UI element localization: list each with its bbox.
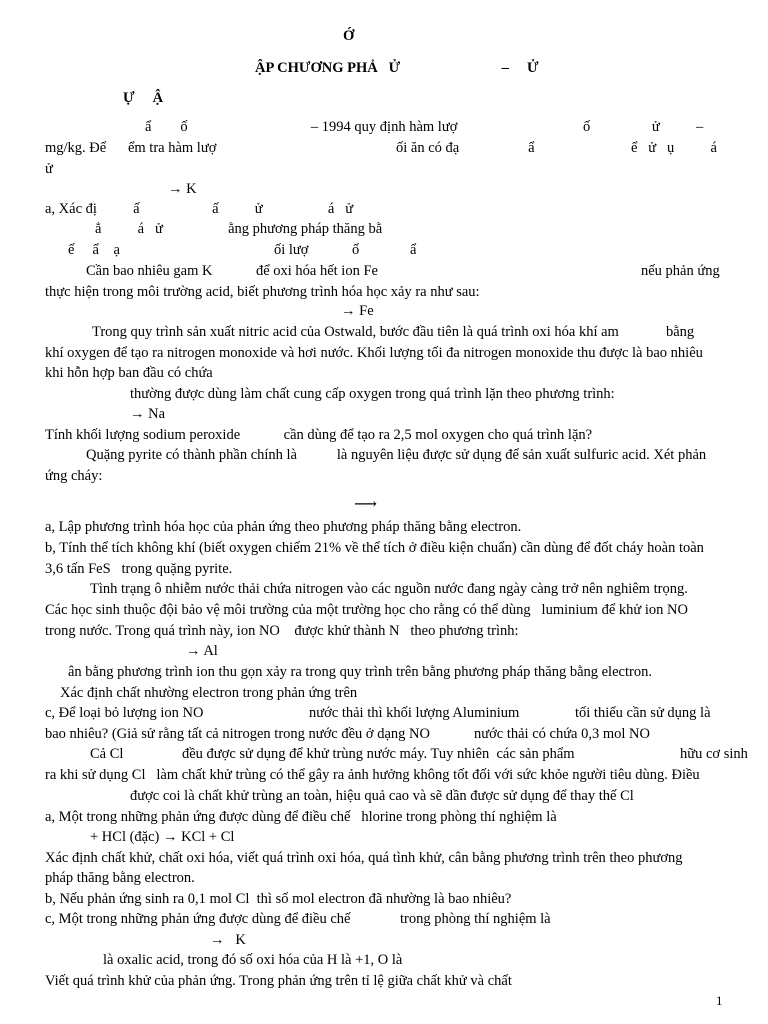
text-line: Cần bao nhiêu gam K để oxi hóa hết ion Fe bbox=[86, 263, 378, 279]
text-line: tối thiểu cần sử dụng là bbox=[575, 705, 711, 721]
text-line: nước thải thì khối lượng Aluminium bbox=[309, 705, 520, 721]
text-line: khí oxygen để tạo ra nitrogen monoxide và hơi nước. Khối lượng tối đa nitrogen monoxide thu được là bao nhiêu bbox=[45, 345, 703, 361]
text-line: Các học sinh thuộc đội bảo vệ môi trường của một trường học cho rằng có thể dùng luminium để khử ion NO bbox=[45, 602, 688, 618]
text-line: c, Để loại bỏ lượng ion NO bbox=[45, 705, 204, 721]
text-line: là oxalic acid, trong đó số oxi hóa của H là +1, O là bbox=[103, 952, 403, 968]
page-subtitle: ẬP CHƯƠNG PHẢ Ử – Ử bbox=[255, 60, 539, 76]
text-line: Cả Cl bbox=[90, 746, 124, 762]
equation-line: + HCl (đặc) → KCl + Cl bbox=[90, 829, 235, 845]
text-line: ối ăn có đạ ẩ bbox=[396, 140, 535, 156]
text-line: ố ử – bbox=[583, 119, 704, 135]
text-line: ối lượ ố ẩ bbox=[274, 242, 417, 258]
text-line: ứng cháy: bbox=[45, 468, 103, 484]
text-line: Xác định chất khử, chất oxi hóa, viết quá trình oxi hóa, quá tình khử, cân bằng phương trình trên theo phương bbox=[45, 850, 683, 866]
text-line: nếu phản ứng bbox=[641, 263, 720, 279]
text-line: Xác định chất nhường electron trong phản ứng trên bbox=[60, 685, 358, 701]
text-line: ra khi sử dụng Cl làm chất khử trùng có thể gây ra ảnh hưởng không tốt đối với sức khỏe người tiêu dùng. Điều bbox=[45, 767, 700, 783]
equation-line: → K bbox=[210, 932, 246, 948]
text-line: Viết quá trình khử của phản ứng. Trong phản ứng trên tỉ lệ giữa chất khử và chất bbox=[45, 973, 512, 989]
equation-line: → K bbox=[168, 181, 197, 197]
text-line: hữu cơ sinh bbox=[680, 746, 748, 762]
equation-arrow: ⟶ bbox=[354, 496, 376, 513]
text-line: c, Một trong những phản ứng được dùng để điều chế bbox=[45, 911, 351, 927]
equation-line: → Fe bbox=[341, 303, 374, 319]
text-line: đều được sử dụng để khử trùng nước máy. Tuy nhiên các sản phẩm bbox=[182, 746, 575, 762]
section-heading: Ự Ậ bbox=[123, 90, 164, 106]
text-line: ế ẩ ạ bbox=[68, 242, 120, 258]
text-line: ẩ ố – 1994 quy định hàm lượ bbox=[145, 119, 458, 135]
text-line: Quặng pyrite có thành phần chính là là nguyên liệu được sử dụng để sản xuất sulfuric acid. Xét phản bbox=[86, 447, 707, 463]
text-line: mg/kg. Để ểm tra hàm lượ bbox=[45, 140, 217, 156]
text-line: pháp thăng bằng electron. bbox=[45, 870, 195, 886]
text-line: a, Lập phương trình hóa học của phản ứng theo phương pháp thăng bằng electron. bbox=[45, 519, 522, 535]
text-line: b, Nếu phản ứng sinh ra 0,1 mol Cl thì số mol electron đã nhường là bao nhiêu? bbox=[45, 891, 512, 907]
text-line: trong phòng thí nghiệm là bbox=[400, 911, 551, 927]
text-line: Tình trạng ô nhiễm nước thải chứa nitrogen vào các nguồn nước đang ngày càng trở nên nghiêm trọng. bbox=[90, 581, 688, 597]
text-line: ân bằng phương trình ion thu gọn xảy ra trong quy trình trên bằng phương pháp thăng bằng electron. bbox=[68, 664, 652, 680]
text-line: nước thải có chứa 0,3 mol NO bbox=[474, 726, 650, 742]
text-line: a, Xác đị ấ ấ ử á ử bbox=[45, 201, 354, 217]
page-title-char: Ớ bbox=[343, 28, 355, 44]
text-line: thực hiện trong môi trường acid, biết phương trình hóa học xảy ra như sau: bbox=[45, 284, 480, 300]
equation-line: → Al bbox=[186, 643, 218, 659]
equation-line: → Na bbox=[130, 406, 166, 422]
text-line: a, Một trong những phản ứng được dùng để điều chế hlorine trong phòng thí nghiệm là bbox=[45, 809, 557, 825]
text-line: bao nhiêu? (Giả sử rằng tất cả nitrogen trong nước đều ở dạng NO bbox=[45, 726, 430, 742]
text-line: ẳ á ử ằng phương pháp thăng bằ bbox=[95, 221, 383, 237]
text-line: ử bbox=[45, 161, 53, 177]
text-line: khi hỗn hợp ban đầu có chứa bbox=[45, 365, 213, 381]
text-line: b, Tính thể tích không khí (biết oxygen chiếm 21% về thể tích ở điều kiện chuẩn) cần dùng để đốt cháy hoàn toàn bbox=[45, 540, 704, 556]
text-line: trong nước. Trong quá trình này, ion NO được khử thành N theo phương trình: bbox=[45, 623, 519, 639]
text-line: 3,6 tấn FeS trong quặng pyrite. bbox=[45, 561, 233, 577]
text-line: Tính khối lượng sodium peroxide cần dùng để tạo ra 2,5 mol oxygen cho quá trình lặn? bbox=[45, 427, 593, 443]
text-line: Trong quy trình sản xuất nitric acid của Ostwald, bước đầu tiên là quá trình oxi hóa khí am bằng bbox=[92, 324, 695, 340]
text-line: ể ử ụ á bbox=[631, 140, 717, 156]
text-line: được coi là chất khử trùng an toàn, hiệu quả cao và sẽ dần được sử dụng để thay thế Cl bbox=[130, 788, 634, 804]
text-line: thường được dùng làm chất cung cấp oxygen trong quá trình lặn theo phương trình: bbox=[130, 386, 615, 402]
page-number: 1 bbox=[716, 993, 723, 1008]
